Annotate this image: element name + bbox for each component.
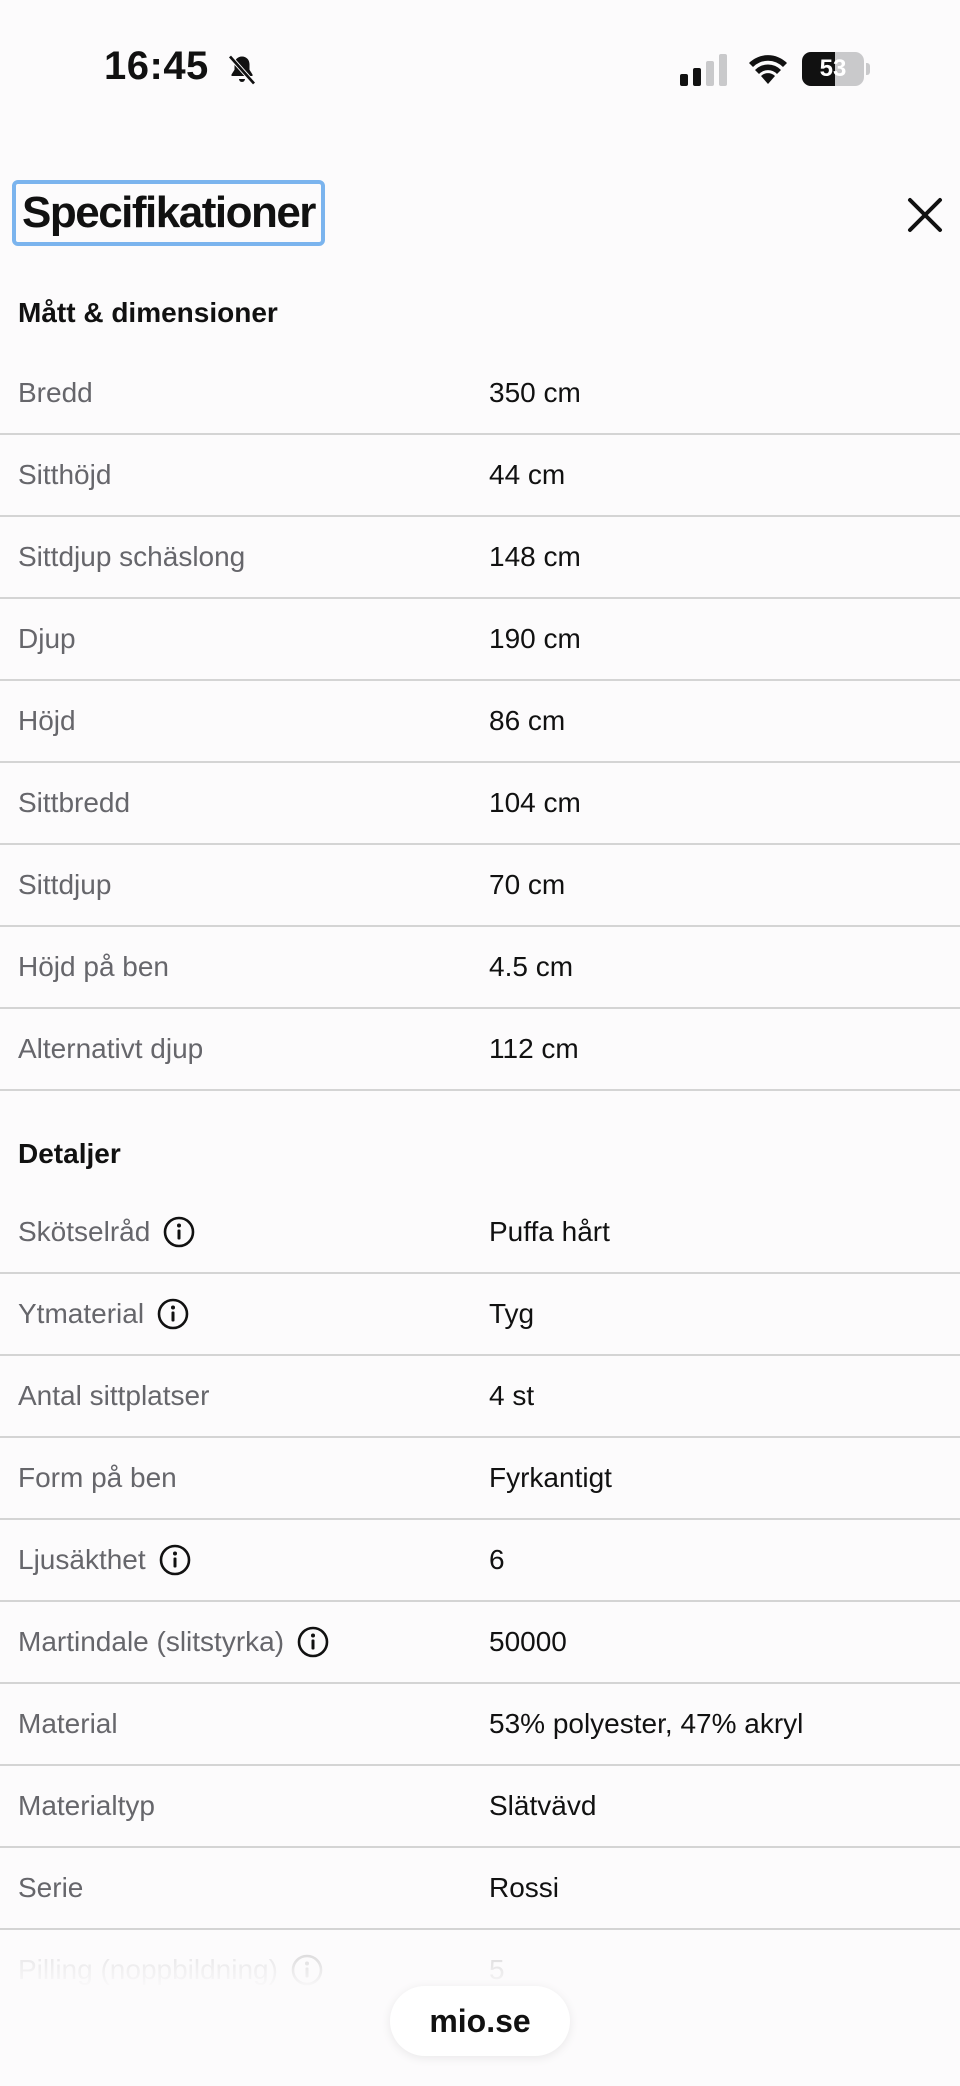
spec-row-skotselrad (0, 1192, 960, 1274)
spec-label (18, 599, 76, 679)
spec-label-text: Skötselråd (18, 1216, 151, 1247)
page-title: Specifikationer (12, 180, 325, 246)
battery-level: 53 (819, 55, 847, 82)
spec-row-material (0, 1684, 960, 1766)
info-icon[interactable] (156, 1297, 190, 1331)
spec-value: 112 cm (489, 1033, 579, 1064)
spec-row-martindale (0, 1602, 960, 1684)
spec-label (18, 517, 245, 597)
spec-value: Fyrkantigt (489, 1462, 612, 1493)
spec-row-ljusakthet (0, 1520, 960, 1602)
url-bar[interactable]: mio.se (390, 1986, 570, 2056)
spec-list-dimensions (0, 353, 960, 1091)
spec-label (18, 1602, 330, 1682)
info-icon[interactable] (162, 1215, 196, 1249)
cellular-signal-icon (680, 54, 730, 86)
spec-label (18, 1684, 118, 1764)
spec-label (18, 1009, 203, 1089)
spec-row-sittdjup (0, 845, 960, 927)
spec-label-text: Sittdjup (18, 869, 112, 900)
spec-row-bredd (0, 353, 960, 435)
spec-label (18, 763, 130, 843)
close-icon[interactable] (900, 190, 950, 240)
spec-value: Rossi (489, 1872, 560, 1903)
spec-label-text: Alternativt djup (18, 1033, 204, 1064)
status-time: 16:45 (104, 44, 209, 88)
spec-label (18, 1274, 190, 1354)
spec-row-sitthojd (0, 435, 960, 517)
spec-row-form-pa-ben (0, 1438, 960, 1520)
spec-label-text: Sitthöjd (18, 459, 112, 490)
spec-value: Tyg (489, 1298, 535, 1329)
spec-value: 70 cm (489, 869, 566, 900)
spec-label (18, 1192, 196, 1272)
spec-label-text: Serie (18, 1872, 84, 1903)
section-heading-dimensions: Mått & dimensioner (18, 297, 278, 328)
spec-label (18, 1766, 155, 1846)
spec-label (18, 1848, 83, 1928)
spec-label-text: Sittdjup schäslong (18, 541, 246, 572)
spec-value: Puffa hårt (489, 1216, 610, 1247)
spec-value: 53% polyester, 47% akryl (489, 1708, 804, 1739)
spec-label-text: Materialtyp (18, 1790, 155, 1821)
spec-label-text: Ljusäkthet (18, 1544, 146, 1575)
spec-value: 50000 (489, 1626, 567, 1657)
spec-value: 350 cm (489, 377, 581, 408)
status-bar (0, 0, 960, 120)
spec-label-text: Höjd (18, 705, 76, 736)
spec-row-hojd (0, 681, 960, 763)
spec-label-text: Sittbredd (18, 787, 131, 818)
spec-row-serie (0, 1848, 960, 1930)
spec-row-ytmaterial (0, 1274, 960, 1356)
spec-label-text: Form på ben (18, 1462, 177, 1493)
spec-label (18, 845, 111, 925)
section-heading-details: Detaljer (18, 1138, 121, 1169)
spec-label-text: Martindale (slitstyrka) (18, 1626, 285, 1657)
spec-list-details (0, 1192, 960, 2012)
spec-value: 86 cm (489, 705, 566, 736)
spec-label (18, 353, 93, 433)
info-icon[interactable] (296, 1625, 330, 1659)
spec-label (18, 1438, 177, 1518)
spec-value: 104 cm (489, 787, 581, 818)
spec-value: 4.5 cm (489, 951, 574, 982)
spec-row-alternativt-djup (0, 1009, 960, 1091)
bell-muted-icon (224, 52, 260, 88)
spec-label (18, 435, 111, 515)
spec-label (18, 1356, 209, 1436)
spec-label-text: Höjd på ben (18, 951, 170, 982)
battery-cap (866, 63, 870, 75)
spec-row-hojd-pa-ben (0, 927, 960, 1009)
spec-value: 190 cm (489, 623, 581, 654)
spec-label-text: Material (18, 1708, 118, 1739)
spec-value: 148 cm (489, 541, 581, 572)
spec-value: 44 cm (489, 459, 566, 490)
spec-value: 4 st (489, 1380, 535, 1411)
wifi-icon (746, 52, 790, 86)
spec-label-text: Ytmaterial (18, 1298, 145, 1329)
spec-label-text: Antal sittplatser (18, 1380, 210, 1411)
spec-row-materialtyp (0, 1766, 960, 1848)
battery-indicator (802, 52, 870, 86)
spec-row-sittbredd (0, 763, 960, 845)
spec-value: 6 (489, 1544, 505, 1575)
spec-label (18, 1520, 192, 1600)
spec-row-antal-sittplatser (0, 1356, 960, 1438)
spec-row-sittdjup-schaslong (0, 517, 960, 599)
spec-label-text: Bredd (18, 377, 93, 408)
spec-label-text: Djup (18, 623, 76, 654)
spec-value: Slätvävd (489, 1790, 597, 1821)
spec-row-djup (0, 599, 960, 681)
spec-label (18, 681, 76, 761)
battery-body (802, 52, 864, 86)
spec-label (18, 927, 169, 1007)
info-icon[interactable] (158, 1543, 192, 1577)
